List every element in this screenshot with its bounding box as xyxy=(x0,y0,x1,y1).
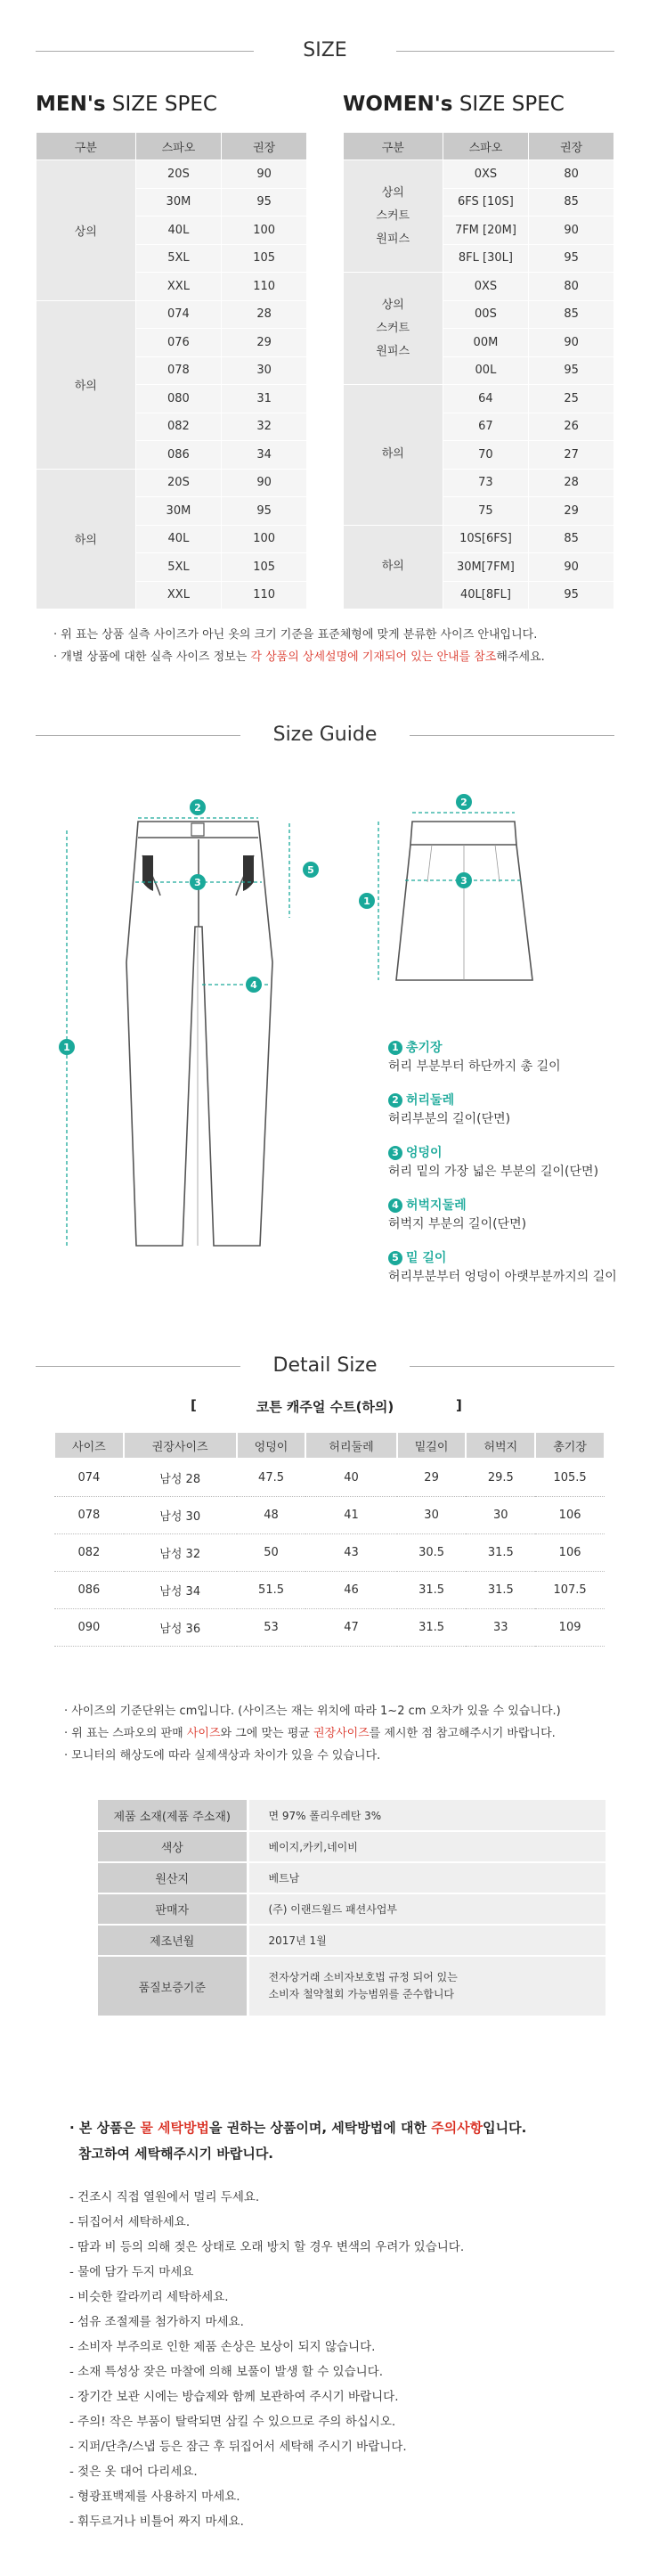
spec-recommend-cell: 85 xyxy=(529,525,614,553)
detail-cell: 53 xyxy=(237,1608,306,1646)
guide-item-desc: 허리부분의 길이(단면) xyxy=(388,1112,511,1126)
spec-size-cell: 7FM [20M] xyxy=(443,217,529,245)
svg-text:3: 3 xyxy=(460,875,467,887)
spec-group-label-line: 스커트 xyxy=(376,321,410,335)
info-key: 제품 소재(제품 주소재) xyxy=(98,1800,248,1831)
guide-item-desc: 허벅지 부분의 길이(단면) xyxy=(388,1217,527,1231)
detail-size-table xyxy=(53,1431,605,1647)
spec-size-cell: 30M xyxy=(135,497,222,526)
detail-cell: 31.5 xyxy=(397,1571,467,1608)
detail-note-part: · 모니터의 해상도에 따라 실제색상과 차이가 있을 수 있습니다. xyxy=(64,1749,381,1762)
detail-cell: 48 xyxy=(237,1496,306,1533)
care-item: - 젖은 옷 대어 다리세요. xyxy=(69,2465,198,2479)
guide-item-desc: 허리 밑의 가장 넓은 부분의 길이(단면) xyxy=(388,1165,599,1179)
spec-recommend-cell: 100 xyxy=(222,525,307,553)
spec-recommend-cell: 90 xyxy=(529,553,614,582)
detail-cell: 40 xyxy=(305,1459,396,1496)
size-section-title: SIZE xyxy=(0,39,650,61)
care-item: - 휘두르거나 비틀어 짜지 마세요. xyxy=(69,2515,244,2529)
detail-header-cell: 사이즈 xyxy=(54,1432,124,1459)
spec-group-label-line: 하의 xyxy=(381,560,404,574)
info-value xyxy=(248,1831,605,1862)
detail-cell: 30 xyxy=(466,1496,535,1533)
detail-size-title: Detail Size xyxy=(0,1354,650,1377)
spec-size-cell: XXL xyxy=(135,273,222,301)
detail-note-part: · 사이즈의 기준단위는 cm입니다. (사이즈는 재는 위치에 따라 1~2 cm 오차가 있을 수 있습니다.) xyxy=(64,1705,561,1718)
detail-header-cell: 권장사이즈 xyxy=(124,1432,237,1459)
detail-header-cell: 엉덩이 xyxy=(237,1432,306,1459)
spec-size-cell: 00L xyxy=(443,356,529,385)
detail-cell: 남성 34 xyxy=(124,1571,237,1608)
spec-group-label xyxy=(344,385,443,526)
spec-recommend-cell: 105 xyxy=(222,553,307,582)
detail-cell: 106 xyxy=(535,1533,605,1571)
spec-group-label-line: 스커트 xyxy=(376,209,410,223)
spec-recommend-cell: 90 xyxy=(529,329,614,357)
care-item: - 건조시 직접 열원에서 멀리 두세요. xyxy=(69,2190,260,2204)
spec-header-cell: 권장 xyxy=(222,133,307,160)
spec-recommend-cell: 26 xyxy=(529,413,614,441)
spec-size-cell: 73 xyxy=(443,469,529,497)
guide-item xyxy=(388,1144,646,1182)
detail-cell: 31.5 xyxy=(466,1571,535,1608)
info-key: 원산지 xyxy=(98,1862,248,1893)
spec-recommend-cell: 29 xyxy=(222,329,307,357)
care-item: - 땀과 비 등의 의해 젖은 상태로 오래 방치 할 경우 변색의 우려가 있습니다. xyxy=(69,2240,465,2254)
detail-row xyxy=(54,1496,605,1533)
detail-header-cell: 허벅지 xyxy=(466,1432,535,1459)
spec-recommend-cell: 25 xyxy=(529,385,614,413)
spec-row xyxy=(344,385,614,413)
info-key: 색상 xyxy=(98,1831,248,1862)
info-row xyxy=(98,1925,605,1956)
guide-item-name: 총기장 xyxy=(406,1041,443,1055)
spec-recommend-cell: 100 xyxy=(222,217,307,245)
spec-size-cell: 078 xyxy=(135,356,222,385)
spec-recommend-cell: 85 xyxy=(529,188,614,217)
detail-cell: 남성 28 xyxy=(124,1459,237,1496)
spec-size-cell: 5XL xyxy=(135,244,222,273)
care-item: - 지퍼/단추/스냅 등은 잠근 후 뒤집어서 세탁해 주시기 바랍니다. xyxy=(69,2440,407,2454)
info-row xyxy=(98,1893,605,1925)
size-note-1: · 위 표는 상품 실측 사이즈가 아닌 옷의 크기 기준을 표준체형에 맞게 분류한 사이즈 안내입니다. xyxy=(53,628,538,642)
guide-item xyxy=(388,1039,646,1076)
detail-cell: 29.5 xyxy=(466,1459,535,1496)
svg-text:5: 5 xyxy=(307,864,314,876)
spec-header-cell: 스파오 xyxy=(135,133,222,160)
detail-note xyxy=(64,1745,561,1767)
detail-header-cell: 밑길이 xyxy=(397,1432,467,1459)
detail-row xyxy=(54,1459,605,1496)
spec-recommend-cell: 30 xyxy=(222,356,307,385)
svg-text:1: 1 xyxy=(363,895,370,907)
guide-number-badge: 3 xyxy=(388,1146,402,1160)
detail-cell: 078 xyxy=(54,1496,124,1533)
spec-size-cell: 5XL xyxy=(135,553,222,582)
spec-row xyxy=(344,160,614,189)
detail-cell: 50 xyxy=(237,1533,306,1571)
spec-header-cell: 스파오 xyxy=(443,133,529,160)
spec-recommend-cell: 110 xyxy=(222,273,307,301)
detail-cell: 082 xyxy=(54,1533,124,1571)
spec-recommend-cell: 90 xyxy=(222,160,307,189)
spec-row xyxy=(344,525,614,553)
spec-group-label-line: 상의 xyxy=(381,185,404,200)
detail-cell: 109 xyxy=(535,1608,605,1646)
info-key: 품질보증기준 xyxy=(98,1956,248,2016)
size-guide-title: Size Guide xyxy=(0,724,650,746)
skirt-diagram xyxy=(356,784,570,1016)
spec-size-cell: 0XS xyxy=(443,273,529,301)
spec-size-cell: XXL xyxy=(135,581,222,609)
detail-cell: 090 xyxy=(54,1608,124,1646)
detail-cell: 074 xyxy=(54,1459,124,1496)
detail-notes xyxy=(64,1700,561,1767)
product-info-table xyxy=(98,1800,605,2017)
detail-header-cell: 총기장 xyxy=(535,1432,605,1459)
spec-header-cell: 구분 xyxy=(37,133,136,160)
info-row xyxy=(98,1862,605,1893)
guide-item xyxy=(388,1092,646,1129)
care-item: - 장기간 보관 시에는 방습제와 함께 보관하여 주시기 바랍니다. xyxy=(69,2390,399,2404)
spec-recommend-cell: 32 xyxy=(222,413,307,441)
guide-item-name: 엉덩이 xyxy=(406,1146,443,1160)
spec-size-cell: 67 xyxy=(443,413,529,441)
spec-size-cell: 10S[6FS] xyxy=(443,525,529,553)
info-row xyxy=(98,1800,605,1831)
spec-recommend-cell: 105 xyxy=(222,244,307,273)
spec-size-cell: 64 xyxy=(443,385,529,413)
detail-cell: 남성 36 xyxy=(124,1608,237,1646)
spec-row xyxy=(37,160,307,189)
info-row xyxy=(98,1831,605,1862)
detail-cell: 31.5 xyxy=(466,1533,535,1571)
spec-size-cell: 40L[8FL] xyxy=(443,581,529,609)
guide-item-name: 밑 길이 xyxy=(406,1251,447,1265)
spec-size-cell: 00M xyxy=(443,329,529,357)
spec-recommend-cell: 27 xyxy=(529,441,614,470)
spec-group-label xyxy=(344,525,443,609)
detail-row xyxy=(54,1608,605,1646)
info-row xyxy=(98,1956,605,2016)
spec-recommend-cell: 95 xyxy=(222,188,307,217)
spec-size-cell: 70 xyxy=(443,441,529,470)
info-key: 판매자 xyxy=(98,1893,248,1925)
spec-recommend-cell: 110 xyxy=(222,581,307,609)
care-item: - 섬유 조절제를 첨가하지 마세요. xyxy=(69,2315,244,2329)
care-item: - 뒤집어서 세탁하세요. xyxy=(69,2215,191,2229)
detail-note-part: 를 제시한 점 참고해주시기 바랍니다. xyxy=(369,1727,556,1740)
info-value-line: 면 97% 폴리우레탄 3% xyxy=(268,1809,382,1822)
detail-cell: 46 xyxy=(305,1571,396,1608)
size-notes xyxy=(53,624,545,668)
spec-size-cell: 30M[7FM] xyxy=(443,553,529,582)
spec-size-cell: 20S xyxy=(135,160,222,189)
spec-size-cell: 086 xyxy=(135,441,222,470)
spec-recommend-cell: 80 xyxy=(529,273,614,301)
svg-text:4: 4 xyxy=(250,979,257,991)
svg-text:2: 2 xyxy=(460,797,467,808)
men-size-table xyxy=(36,132,307,609)
detail-note-part: 권장사이즈 xyxy=(313,1727,370,1740)
info-value xyxy=(248,1956,605,2016)
spec-recommend-cell: 90 xyxy=(222,469,307,497)
product-name: 코튼 캐주얼 수트(하의) xyxy=(256,1399,394,1415)
spec-group-label-line: 원피스 xyxy=(376,344,410,358)
spec-size-cell: 40L xyxy=(135,525,222,553)
spec-size-cell: 40L xyxy=(135,217,222,245)
spec-recommend-cell: 95 xyxy=(222,497,307,526)
spec-row xyxy=(37,300,307,329)
spec-size-cell: 074 xyxy=(135,300,222,329)
svg-text:2: 2 xyxy=(194,802,201,814)
guide-item xyxy=(388,1197,646,1234)
detail-cell: 30.5 xyxy=(397,1533,467,1571)
detail-note xyxy=(64,1700,561,1722)
spec-recommend-cell: 28 xyxy=(529,469,614,497)
spec-group-label-line: 상의 xyxy=(381,298,404,312)
spec-recommend-cell: 80 xyxy=(529,160,614,189)
spec-recommend-cell: 28 xyxy=(222,300,307,329)
spec-size-cell: 30M xyxy=(135,188,222,217)
spec-header-cell: 구분 xyxy=(344,133,443,160)
detail-cell: 41 xyxy=(305,1496,396,1533)
spec-recommend-cell: 95 xyxy=(529,581,614,609)
women-size-table xyxy=(343,132,614,609)
detail-cell: 47.5 xyxy=(237,1459,306,1496)
info-key: 제조년월 xyxy=(98,1925,248,1956)
guide-number-badge: 2 xyxy=(388,1093,402,1108)
spec-size-cell: 076 xyxy=(135,329,222,357)
detail-cell: 51.5 xyxy=(237,1571,306,1608)
spec-size-cell: 0XS xyxy=(443,160,529,189)
size-note-2: · 개별 상품에 대한 실측 사이즈 정보는 각 상품의 상세설명에 기재되어 있는 안내를 참조해주세요. xyxy=(53,650,545,664)
spec-group-label: 하의 xyxy=(37,300,136,469)
spec-row xyxy=(37,469,307,497)
detail-cell: 106 xyxy=(535,1496,605,1533)
spec-group-label-line: 원피스 xyxy=(376,232,410,246)
guide-number-badge: 1 xyxy=(388,1041,402,1055)
guide-item xyxy=(388,1249,646,1287)
info-value-line: 전자상거래 소비자보호법 규정 되어 있는 xyxy=(268,1971,458,1983)
guide-item-desc: 허리부분부터 엉덩이 아랫부분까지의 길이 xyxy=(388,1270,617,1284)
detail-note-part: · 위 표는 스파오의 판매 xyxy=(64,1727,187,1740)
spec-group-label xyxy=(344,160,443,273)
info-value xyxy=(248,1862,605,1893)
info-value-line: 베이지,카키,네이비 xyxy=(268,1841,358,1853)
care-item: - 물에 담가 두지 마세요 xyxy=(69,2265,194,2279)
care-item: - 형광표백제를 사용하지 마세요. xyxy=(69,2490,240,2504)
svg-text:1: 1 xyxy=(63,1042,70,1053)
spec-size-cell: 75 xyxy=(443,497,529,526)
detail-note xyxy=(64,1722,561,1745)
detail-cell: 30 xyxy=(397,1496,467,1533)
detail-note-part: 사이즈 xyxy=(186,1727,221,1740)
info-value-line: 베트남 xyxy=(268,1872,300,1885)
detail-cell: 47 xyxy=(305,1608,396,1646)
detail-cell: 43 xyxy=(305,1533,396,1571)
spec-size-cell: 20S xyxy=(135,469,222,497)
care-item: - 소비자 부주의로 인한 제품 손상은 보상이 되지 않습니다. xyxy=(69,2340,376,2354)
detail-cell: 31.5 xyxy=(397,1608,467,1646)
detail-cell: 남성 30 xyxy=(124,1496,237,1533)
spec-size-cell: 00S xyxy=(443,300,529,329)
detail-cell: 남성 32 xyxy=(124,1533,237,1571)
guide-item-name: 허리둘레 xyxy=(406,1093,455,1108)
info-value-line: (주) 이랜드월드 패션사업부 xyxy=(268,1903,398,1916)
spec-size-cell: 082 xyxy=(135,413,222,441)
spec-header-cell: 권장 xyxy=(529,133,614,160)
spec-size-cell: 6FS [10S] xyxy=(443,188,529,217)
detail-header-cell: 허리둘레 xyxy=(305,1432,396,1459)
care-item: - 비슷한 칼라끼리 세탁하세요. xyxy=(69,2290,229,2304)
detail-row xyxy=(54,1571,605,1608)
spec-size-cell: 8FL [30L] xyxy=(443,244,529,273)
spec-group-label-line: 하의 xyxy=(381,447,404,462)
spec-size-cell: 080 xyxy=(135,385,222,413)
size-guide-list xyxy=(388,1039,646,1302)
detail-cell: 107.5 xyxy=(535,1571,605,1608)
guide-item-desc: 허리 부분부터 하단까지 총 길이 xyxy=(388,1059,561,1074)
guide-item-name: 허벅지둘레 xyxy=(406,1198,467,1213)
spec-recommend-cell: 31 xyxy=(222,385,307,413)
info-value xyxy=(248,1925,605,1956)
detail-note-part: 와 그에 맞는 평균 xyxy=(220,1727,313,1740)
care-item: - 주의! 작은 부품이 탈락되면 삼킬 수 있으므로 주의 하십시오. xyxy=(69,2415,396,2429)
detail-cell: 105.5 xyxy=(535,1459,605,1496)
women-spec-title: WOMEN's SIZE SPEC xyxy=(343,93,565,116)
detail-row xyxy=(54,1533,605,1571)
info-value-line: 2017년 1월 xyxy=(268,1934,327,1947)
info-value-line: 소비자 철약철회 가능범위를 준수합니다 xyxy=(268,1988,455,2000)
detail-cell: 086 xyxy=(54,1571,124,1608)
spec-row xyxy=(344,273,614,301)
spec-recommend-cell: 95 xyxy=(529,356,614,385)
spec-recommend-cell: 95 xyxy=(529,244,614,273)
pants-diagram xyxy=(53,784,338,1283)
spec-group-label: 상의 xyxy=(37,160,136,301)
spec-recommend-cell: 29 xyxy=(529,497,614,526)
spec-group-label: 하의 xyxy=(37,469,136,609)
info-value xyxy=(248,1800,605,1831)
spec-recommend-cell: 34 xyxy=(222,441,307,470)
guide-number-badge: 5 xyxy=(388,1251,402,1265)
care-item: - 소재 특성상 잦은 마찰에 의해 보풀이 발생 할 수 있습니다. xyxy=(69,2365,384,2379)
guide-number-badge: 4 xyxy=(388,1198,402,1213)
detail-cell: 33 xyxy=(466,1608,535,1646)
svg-text:3: 3 xyxy=(194,877,201,888)
men-spec-title: MEN's SIZE SPEC xyxy=(36,93,217,116)
spec-group-label xyxy=(344,273,443,385)
spec-recommend-cell: 90 xyxy=(529,217,614,245)
detail-cell: 29 xyxy=(397,1459,467,1496)
info-value xyxy=(248,1893,605,1925)
care-header: · 본 상품은 물 세탁방법을 권하는 상품이며, 세탁방법에 대한 주의사항입니다. 참고하여 세탁해주시기 바랍니다. xyxy=(69,2120,527,2162)
spec-recommend-cell: 85 xyxy=(529,300,614,329)
